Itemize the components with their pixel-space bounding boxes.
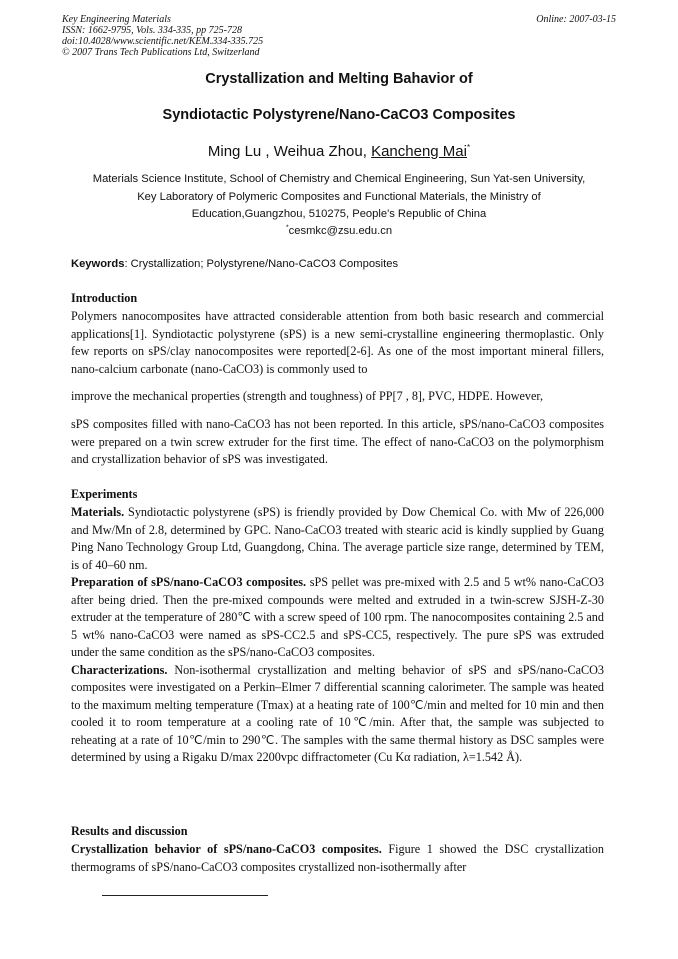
characterization-paragraph [71,662,604,767]
materials-label: Materials. [71,505,125,519]
issn-line: ISSN: 1662-9795, Vols. 334-335, pp 725-728 [62,25,242,36]
experiments-body [71,504,604,767]
preparation-text: sPS pellet was pre-mixed with 2.5 and 5 wt% nano-CaCO3 after being dried. Then the pre-mixed compounds were melted and extruded in a twin-screw SJSH-Z-30 extruder at the temperature of 280℃ with a screw speed of 100 rpm. The nanocomposites containing 2.5 and 5 wt% nano-CaCO3 were named as sPS-CC2.5 and sPS-CC5, respectively. The pure sPS was extruded under the same condition as the sPS/nano-CaCO3 composites. [71,575,604,659]
preparation-paragraph [71,574,604,662]
keywords-label: Keywords [71,258,125,270]
paper-title-line-1: Crystallization and Melting Bahavior of [205,71,473,87]
email-address: cesmkc@zsu.edu.cn [288,225,393,237]
journal-name: Key Engineering Materials [62,14,171,25]
introduction-paragraph-3: sPS composites filled with nano-CaCO3 has not been reported. In this article, sPS/nano-CaCO3 composites were prepared on a twin screw extruder for the first time. The effect of nano-CaCO3 on the polymorphism and crystallization behavior of sPS was investigated. [71,417,604,467]
results-text: Figure 1 showed the DSC crystallization thermograms of sPS/nano-CaCO3 composites crystallized non-isothermally after [71,842,604,874]
materials-text: Syndiotactic polystyrene (sPS) is friendly provided by Dow Chemical Co. with Mw of 226,000 and Mw/Mn of 2.8, determined by GPC. Nano-CaCO3 treated with stearic acid is kindly supplied by Guang Ping Nano Technology Group Ltd, Guangdong, China. The average particle size range, determined by TEM, is of 40–60 nm. [71,505,604,572]
materials-paragraph [71,504,604,574]
affiliation-line-3: Education,Guangzhou, 510275, People's Republic of China [191,208,487,220]
characterization-text: Non-isothermal crystallization and melting behavior of sPS and sPS/nano-CaCO3 composites were investigated on a Perkin–Elmer 7 differential scanning calorimeter. The sample was heated to the maximum melting temperature (Tmax) at a heating rate of 100℃/min and melted for 10 min and then cooled it to room temperature at a cooling rate of 10℃/min. After that, the sample was subjected to reheating at a rate of 10℃/min to 290℃. The samples with the same thermal history as DSC samples were determined by using a Rigaku D/max 2200vpc diffractometer (Cu Kα radiation, λ=1.542 Å). [71,662,605,764]
introduction-heading: Introduction [71,291,138,305]
copyright-line: © 2007 Trans Tech Publications Ltd, Switzerland [62,47,260,58]
preparation-label: Preparation of sPS/nano-CaCO3 composites. [71,575,307,589]
doi-line: doi:10.4028/www.scientific.net/KEM.334-335.725 [62,36,264,47]
affiliation-line-2: Key Laboratory of Polymeric Composites and Functional Materials, the Ministry of [137,191,541,203]
introduction-paragraph-2: improve the mechanical properties (strength and toughness) of PP[7 , 8], PVC, HDPE. However, [71,389,544,403]
keywords [71,258,611,270]
results-paragraph [71,841,604,876]
author-3: Kancheng Mai [371,143,467,160]
author-1: Ming Lu [207,143,262,160]
results-heading: Results and discussion [71,824,188,838]
corresponding-mark: * [466,143,471,152]
experiments-heading: Experiments [71,487,138,501]
journal-header [62,14,616,58]
author-2: Weihua Zhou [273,143,363,160]
results-sub-label: Crystallization behavior of sPS/nano-CaCO3 composites. [71,842,382,856]
characterization-label: Characterizations. [71,662,168,677]
author-list: Ming Lu , Weihua Zhou, Kancheng Mai* [207,143,471,160]
introduction-paragraph-1: Polymers nanocomposites have attracted considerable attention from both basic research and commercial applications[1]. Syndiotactic polystyrene (sPS) is a new semi-crystalline engineering thermoplastic. Only few reports on sPS/clay nanocomposites were reported[2-6]. As one of the most important mineral fillers, nano-calcium carbonate (nano-CaCO3) is commonly used to [71,309,604,376]
author-email [0,222,678,240]
email-mark: * [285,224,289,232]
keywords-text: : Crystallization; Polystyrene/Nano-CaCO3 Composites [124,258,399,270]
footnote-rule [102,895,268,896]
affiliation-line-1: Materials Science Institute, School of Chemistry and Chemical Engineering, Sun Yat-sen University, [92,173,586,185]
online-date: Online: 2007-03-15 [536,14,616,25]
paper-title-line-2: Syndiotactic Polystyrene/Nano-CaCO3 Composites [162,107,516,123]
